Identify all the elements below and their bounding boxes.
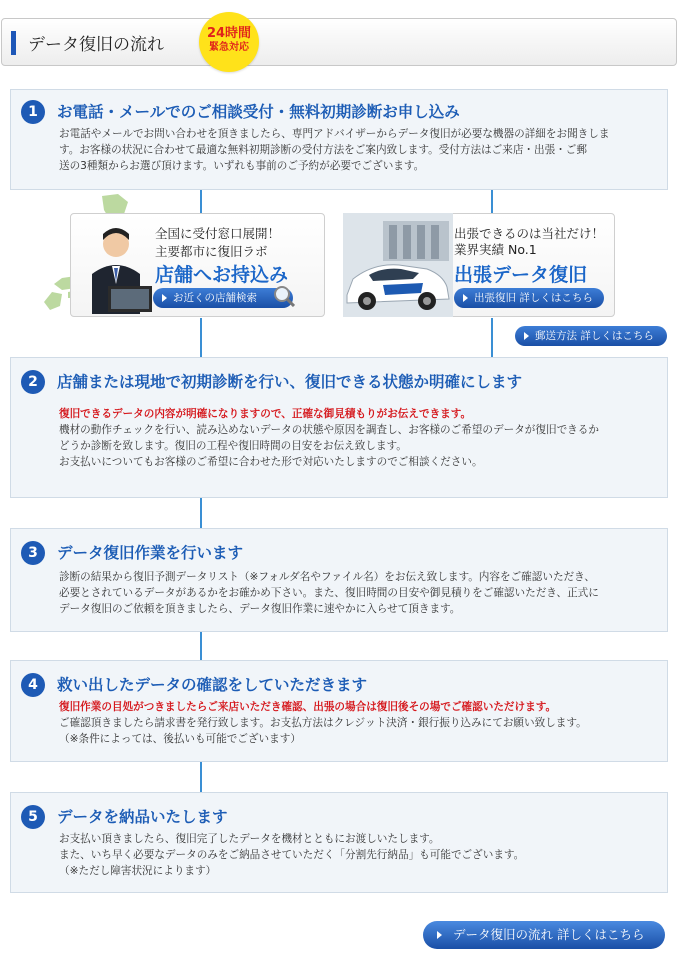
advisor-photo bbox=[86, 222, 152, 314]
step-2 bbox=[10, 357, 668, 498]
badge-hours: 24時間 bbox=[206, 26, 252, 41]
step-heading: 店舗または現地で初期診断を行い、復旧できる状態か明確にします bbox=[57, 373, 523, 391]
step-body-line: （※条件によっては、後払いも可能でございます） bbox=[59, 733, 301, 745]
step-body bbox=[59, 406, 659, 470]
step-body-line: 診断の結果から復旧予測データリスト（※フォルダ名やファイル名）をお伝え致します。内容をご確認いただき、 bbox=[59, 571, 595, 583]
card-line: 主要都市に復旧ラボ bbox=[155, 244, 268, 259]
step-body-line: データ復旧のご依頼を頂きましたら、データ復旧作業に速やかに入らせて頂きます。 bbox=[59, 603, 461, 615]
step-body-line: お支払いについてもお客様のご希望に合わせた形で対応いたしますのでご相談ください。 bbox=[59, 456, 483, 468]
mail-method-button[interactable] bbox=[515, 326, 667, 346]
step-body-line: 機材の動作チェックを行い、読み込めないデータの状態や原因を調査し、お客様のご希望のデータが復旧できるか bbox=[59, 424, 599, 436]
step-body-line: （※ただし障害状況によります） bbox=[59, 865, 217, 877]
flow-connector bbox=[200, 632, 202, 660]
step-body-line: 送の3種類からお選び頂けます。いずれも事前のご予約が必要でございます。 bbox=[59, 160, 425, 172]
header-accent-bar bbox=[11, 31, 16, 55]
service-car-photo bbox=[343, 213, 453, 317]
step-body-line: 必要とされているデータがあるかをお確かめ下さい。また、復旧時間の目安や御見積りをご確認いただき、正式に bbox=[59, 587, 599, 599]
arrow-right-icon bbox=[463, 294, 468, 302]
step-body-line: また、いち早く必要なデータのみをご納品させていただく「分割先行納品」も可能でございます。 bbox=[59, 849, 525, 861]
store-search-button[interactable] bbox=[153, 288, 293, 308]
flow-connector bbox=[491, 190, 493, 214]
flow-connector bbox=[200, 318, 202, 358]
step-highlight: 復旧できるデータの内容が明確になりますので、正確な御見積もりがお伝えできます。 bbox=[59, 408, 472, 420]
step-body bbox=[59, 831, 659, 879]
step-highlight: 復旧作業の目処がつきましたらご来店いただき確認、出張の場合は復旧後その場でご確認いただけます。 bbox=[59, 701, 557, 713]
step-body-line: す。お客様の状況に合わせて最適な無料初期診断の受付方法をご案内致します。受付方法はご来店・出張・ご郵 bbox=[59, 144, 587, 156]
step-body-line: お支払い頂きましたら、復旧完了したデータを機材とともにお渡しいたします。 bbox=[59, 833, 440, 845]
step-body-line: ご確認頂きましたら請求書を発行致します。お支払方法はクレジット決済・銀行振り込みにてお願い致します。 bbox=[59, 717, 587, 729]
step-number: 1 bbox=[21, 100, 45, 124]
flow-detail-button[interactable] bbox=[423, 921, 665, 949]
step-body bbox=[59, 126, 659, 174]
flow-connector bbox=[200, 762, 202, 792]
section-header bbox=[1, 18, 677, 66]
step-number: 2 bbox=[21, 370, 45, 394]
badge-label: 緊急対応 bbox=[209, 42, 249, 53]
step-1 bbox=[10, 89, 668, 190]
step-number: 4 bbox=[21, 673, 45, 697]
step-5 bbox=[10, 792, 668, 893]
button-label: データ復旧の流れ 詳しくはこちら bbox=[453, 927, 645, 942]
arrow-right-icon bbox=[437, 931, 442, 939]
card-line: 業界実績 No.1 bbox=[454, 242, 537, 257]
page-title: データ復旧の流れ bbox=[28, 35, 164, 55]
button-label: 出張復旧 詳しくはこちら bbox=[474, 292, 593, 304]
magnifier-icon bbox=[273, 285, 295, 307]
step-number: 3 bbox=[21, 541, 45, 565]
onsite-detail-button[interactable] bbox=[454, 288, 604, 308]
step-4 bbox=[10, 660, 668, 762]
step-body-line: どうか診断を致します。復旧の工程や復旧時間の目安をお伝え致します。 bbox=[59, 440, 407, 452]
card-title: 出張データ復旧 bbox=[454, 264, 588, 286]
button-label: お近くの店舗検索 bbox=[173, 292, 257, 304]
step-heading: 救い出したデータの確認をしていただきます bbox=[57, 676, 368, 694]
emergency-badge bbox=[199, 12, 259, 72]
arrow-right-icon bbox=[524, 332, 529, 340]
flow-connector bbox=[200, 190, 202, 214]
flow-connector bbox=[491, 318, 493, 358]
button-label: 郵送方法 詳しくはこちら bbox=[535, 330, 654, 342]
step-body-line: お電話やメールでお問い合わせを頂きましたら、専門アドバイザーからデータ復旧が必要な機器の詳細をお聞きしま bbox=[59, 128, 610, 140]
card-title: 店舗へお持込み bbox=[155, 264, 289, 286]
step-heading: データ復旧作業を行います bbox=[57, 544, 244, 562]
step-heading: データを納品いたします bbox=[57, 808, 228, 826]
step-3 bbox=[10, 528, 668, 632]
step-body bbox=[59, 699, 659, 747]
step-number: 5 bbox=[21, 805, 45, 829]
flow-connector bbox=[200, 498, 202, 528]
card-line: 全国に受付窓口展開！ bbox=[155, 226, 281, 241]
card-line: 出張できるのは当社だけ！ bbox=[454, 226, 605, 241]
arrow-right-icon bbox=[162, 294, 167, 302]
step-heading: お電話・メールでのご相談受付・無料初期診断お申し込み bbox=[57, 103, 460, 121]
step-body bbox=[59, 569, 659, 617]
